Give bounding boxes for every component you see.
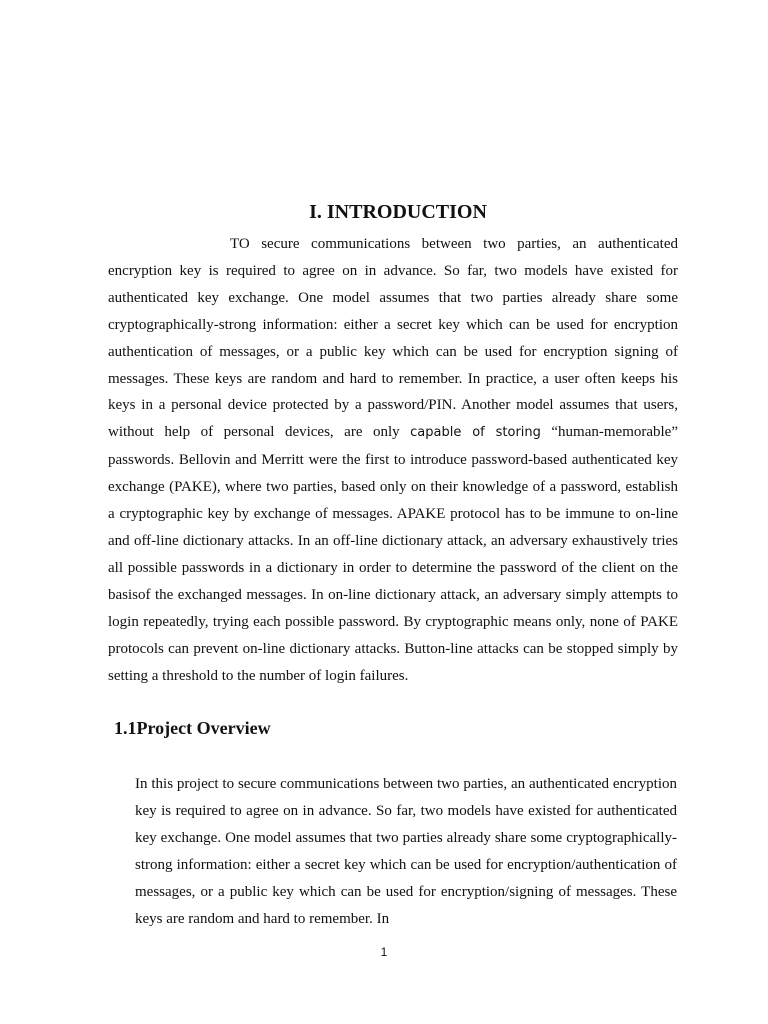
intro-text-part2: “human-memorable” passwords. Bellovin and Merritt were the first to introduce password-based authenticated key exchange (PAKE), where two parties, based only on their knowledge of a password, establish a cryptographic key by exchange of messages. APAKE protocol has to be immune to on-line and off-line dictionary attacks. In an off-line dictionary attack, an adversary exhaustively tries all possible passwords in a dictionary in order to determine the password of the client on the basisof the exchanged messages. In on-line dictionary attack, an adversary simply attempts to login repeatedly, trying each possible password. By cryptographic means only, none of PAKE protocols can prevent on-line dictionary attacks. Button-line attacks can be stopped simply by setting a threshold to the number of login failures. (108, 424, 678, 684)
chapter-title: I. INTRODUCTION (309, 201, 487, 223)
section-heading-project-overview: 1.1Project Overview (114, 718, 271, 738)
intro-paragraph (108, 231, 678, 689)
overview-paragraph: In this project to secure communications between two parties, an authenticated encryption key is required to agree on in advance. So far, two models have existed for authenticated key exchange. One model assumes that two parties already share some cryptographically-strong information: either a secret key which can be used for encryption/authentication of messages, or a public key which can be used for encryption/signing of messages. These keys are random and hard to remember. In (135, 776, 677, 927)
page-number: 1 (380, 945, 388, 959)
intro-text-sans-run: capable of storing (410, 425, 541, 441)
intro-text-part1: TO secure communications between two parties, an authenticated encryption key is required to agree on in advance. So far, two models have existed for authenticated key exchange. One model assumes that two parties already share some cryptographically-strong information: either a secret key which can be used for encryption authentication of messages, or a public key which can be used for encryption signing of messages. These keys are random and hard to remember. In practice, a user often keeps his keys in a personal device protected by a password/PIN. Another model assumes that users, without help of personal devices, are only (108, 236, 678, 441)
